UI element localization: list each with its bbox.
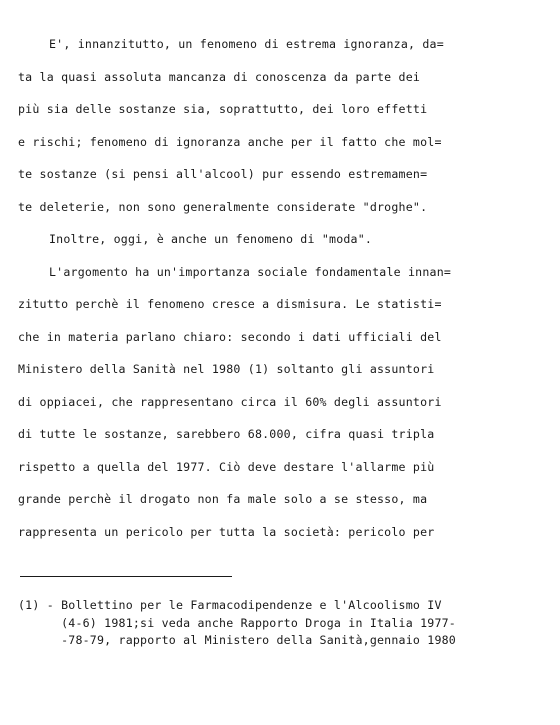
- text-line: te sostanze (si pensi all'alcool) pur essendo estremamen=: [18, 167, 428, 181]
- text-line: di tutte le sostanze, sarebbero 68.000, cifra quasi tripla: [18, 427, 435, 441]
- text-line: di oppiacei, che rappresentano circa il 60% degli assuntori: [18, 394, 442, 409]
- text-line: zitutto perchè il fenomeno cresce a dismisura. Le statisti=: [18, 297, 442, 311]
- text-line: che in materia parlano chiaro: secondo i dati ufficiali del: [18, 329, 442, 344]
- footnote-line: -78-79, rapporto al Ministero della Sanità,gennaio 1980: [18, 633, 456, 647]
- text-line: Inoltre, oggi, è anche un fenomeno di "moda".: [49, 232, 373, 246]
- footnote: [18, 597, 560, 650]
- text-line: rispetto a quella del 1977. Ciò deve destare l'allarme più: [18, 459, 435, 474]
- text-line: più sia delle sostanze sia, soprattutto, dei loro effetti: [18, 102, 428, 116]
- text-line: te deleterie, non sono generalmente considerate "droghe".: [18, 199, 428, 214]
- text-line: ta la quasi assoluta mancanza di conoscenza da parte dei: [18, 69, 421, 84]
- footnote-line: (4-6) 1981;si veda anche Rapporto Droga in Italia 1977-: [18, 615, 456, 630]
- text-line: E', innanzitutto, un fenomeno di estrema ignoranza, da=: [49, 37, 444, 51]
- text-line: rappresenta un pericolo per tutta la società: pericolo per: [18, 524, 435, 539]
- text-line: Ministero della Sanità nel 1980 (1) soltanto gli assuntori: [18, 362, 435, 376]
- text-line: grande perchè il drogato non fa male solo a se stesso, ma: [18, 492, 428, 506]
- text-line: L'argomento ha un'importanza sociale fondamentale innan=: [49, 264, 452, 279]
- body-text: [18, 34, 558, 554]
- footnote-line: (1) - Bollettino per le Farmacodipendenze e l'Alcoolismo IV: [18, 598, 442, 612]
- text-line: e rischi; fenomeno di ignoranza anche per il fatto che mol=: [18, 134, 442, 149]
- footnote-divider: [20, 576, 232, 577]
